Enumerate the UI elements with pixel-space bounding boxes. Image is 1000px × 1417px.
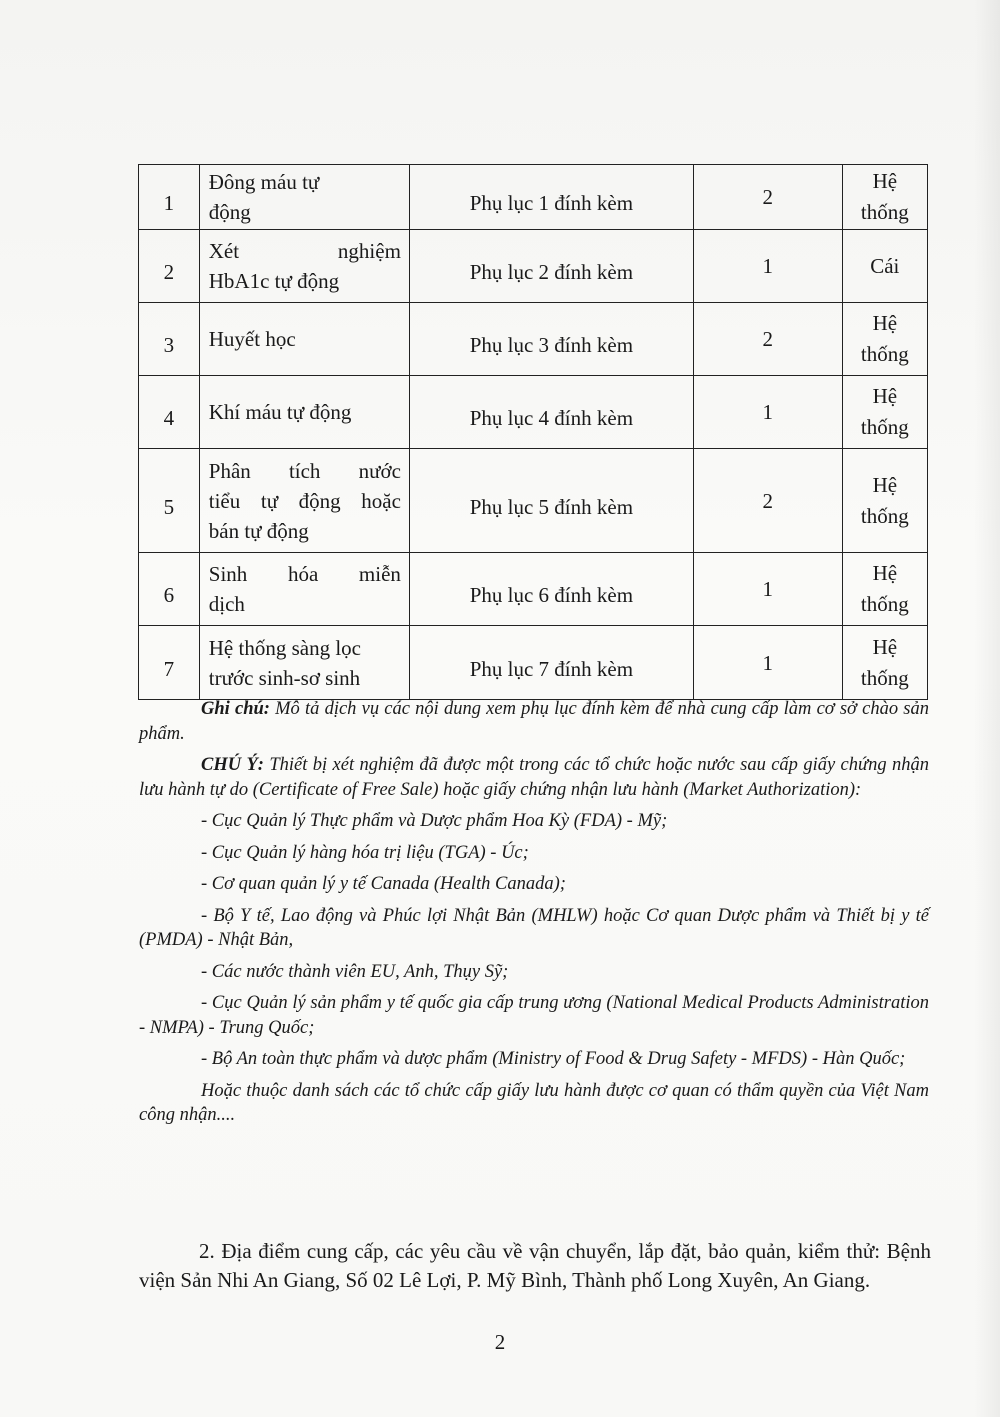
ghi-chu-label: Ghi chú: (201, 699, 270, 719)
equipment-name (199, 303, 409, 376)
row-number: 3 (139, 303, 200, 376)
page-number: 2 (494, 1330, 506, 1354)
scan-edge-shadow (974, 0, 1000, 1417)
unit-line: Hệ (872, 384, 898, 408)
unit-line: thống (860, 415, 909, 439)
table-row (139, 449, 928, 553)
row-number: 6 (139, 553, 200, 626)
equipment-name (199, 376, 409, 449)
unit (842, 230, 927, 303)
quantity: 1 (693, 553, 842, 626)
name-line: Hệ thống sàng lọc (208, 635, 361, 660)
unit (842, 626, 927, 700)
name-line: dịch (208, 592, 245, 616)
table-row (139, 165, 928, 230)
unit-line: Hệ (872, 561, 898, 585)
quantity: 1 (693, 376, 842, 449)
name-line: Khí máu tự động (208, 400, 352, 424)
spec-reference: Phụ lục 7 đính kèm (409, 626, 693, 700)
unit (842, 449, 927, 553)
ghi-chu-note (139, 697, 929, 746)
equipment-table (138, 164, 928, 700)
equipment-name (199, 553, 409, 626)
unit (842, 303, 927, 376)
equipment-table-body (139, 165, 928, 700)
unit (842, 165, 927, 230)
unit-line: thống (860, 503, 909, 528)
quantity: 2 (693, 449, 842, 553)
spec-reference: Phụ lục 6 đính kèm (409, 553, 693, 626)
name-line: Đông máu tự (208, 170, 320, 194)
table-row (139, 376, 928, 449)
delivery-location-text: 2. Địa điểm cung cấp, các yêu cầu về vận chuyển, lắp đặt, bảo quản, kiểm thử: Bệnh viện Sản Nhi An Giang, Số 02 Lê Lợi, P. Mỹ Bình, Thành phố Long Xuyên, An Giang. (139, 1239, 931, 1292)
name-line: tiểu tự động hoặc (208, 488, 401, 513)
unit-line: Cái (870, 253, 900, 278)
name-line: Sinh hóa miễn (208, 562, 401, 586)
unit-line: thống (860, 592, 909, 616)
table-row (139, 303, 928, 376)
row-number: 2 (139, 230, 200, 303)
quantity: 1 (693, 626, 842, 700)
chu-y-label: CHÚ Ý: (201, 755, 264, 775)
spec-reference: Phụ lục 2 đính kèm (409, 230, 693, 303)
table-row (139, 553, 928, 626)
row-number: 4 (139, 376, 200, 449)
name-line: HbA1c tự động (208, 269, 340, 293)
notes-section (139, 697, 929, 1128)
spec-reference: Phụ lục 4 đính kèm (409, 376, 693, 449)
row-number: 7 (139, 626, 200, 700)
spec-reference: Phụ lục 3 đính kèm (409, 303, 693, 376)
unit-line: Hệ (872, 169, 898, 193)
equipment-name (199, 449, 409, 553)
unit (842, 553, 927, 626)
authority-item: - Các nước thành viên EU, Anh, Thụy Sỹ; (201, 961, 509, 982)
name-line: trước sinh-sơ sinh (208, 665, 361, 690)
chu-y-text: Thiết bị xét nghiệm đã được một trong các tổ chức hoặc nước sau cấp giấy chứng nhận lưu hành tự do (Certificate of Free Sale) hoặc giấy chứng nhận lưu hành (Market Authorization): (139, 755, 929, 800)
quantity: 2 (693, 165, 842, 230)
authority-item: - Cơ quan quản lý y tế Canada (Health Canada); (201, 874, 566, 894)
spec-reference: Phụ lục 5 đính kèm (409, 449, 693, 553)
delivery-location-section (139, 1237, 931, 1295)
spec-reference: Phụ lục 1 đính kèm (409, 165, 693, 230)
unit-line: thống (860, 200, 909, 224)
name-line: động (208, 200, 251, 224)
closing-note: Hoặc thuộc danh sách các tổ chức cấp giấy lưu hành được cơ quan có thẩm quyền của Việt Nam công nhận.... (139, 1080, 929, 1125)
authority-item: - Cục Quản lý sản phẩm y tế quốc gia cấp trung ương (National Medical Products Administration - NMPA) - Trung Quốc; (139, 993, 929, 1038)
name-line: bán tự động (208, 518, 309, 543)
ghi-chu-text: Mô tả dịch vụ các nội dung xem phụ lục đính kèm để nhà cung cấp làm cơ sở chào sản phẩm. (139, 699, 929, 744)
authority-item: - Cục Quản lý Thực phẩm và Dược phẩm Hoa Kỳ (FDA) - Mỹ; (201, 811, 668, 831)
equipment-name (199, 626, 409, 700)
unit-line: Hệ (872, 634, 898, 659)
quantity: 2 (693, 303, 842, 376)
unit (842, 376, 927, 449)
name-line: Xét nghiệm (208, 239, 401, 263)
chu-y-note (139, 753, 929, 802)
row-number: 5 (139, 449, 200, 553)
unit-line: Hệ (872, 472, 898, 497)
table-row (139, 230, 928, 303)
equipment-name (199, 230, 409, 303)
table-row (139, 626, 928, 700)
quantity: 1 (693, 230, 842, 303)
authority-item: - Bộ An toàn thực phẩm và dược phẩm (Ministry of Food & Drug Safety - MFDS) - Hàn Quốc; (201, 1049, 906, 1069)
authority-item: - Cục Quản lý hàng hóa trị liệu (TGA) - Úc; (201, 842, 529, 863)
equipment-name (199, 165, 409, 230)
name-line: Huyết học (208, 327, 296, 351)
name-line: Phân tích nước (208, 458, 401, 483)
unit-line: thống (860, 665, 909, 690)
unit-line: Hệ (872, 311, 898, 335)
authority-item: - Bộ Y tế, Lao động và Phúc lợi Nhật Bản (MHLW) hoặc Cơ quan Dược phẩm và Thiết bị y tế (PMDA) - Nhật Bản, (139, 905, 929, 950)
unit-line: thống (860, 342, 909, 366)
row-number: 1 (139, 165, 200, 230)
